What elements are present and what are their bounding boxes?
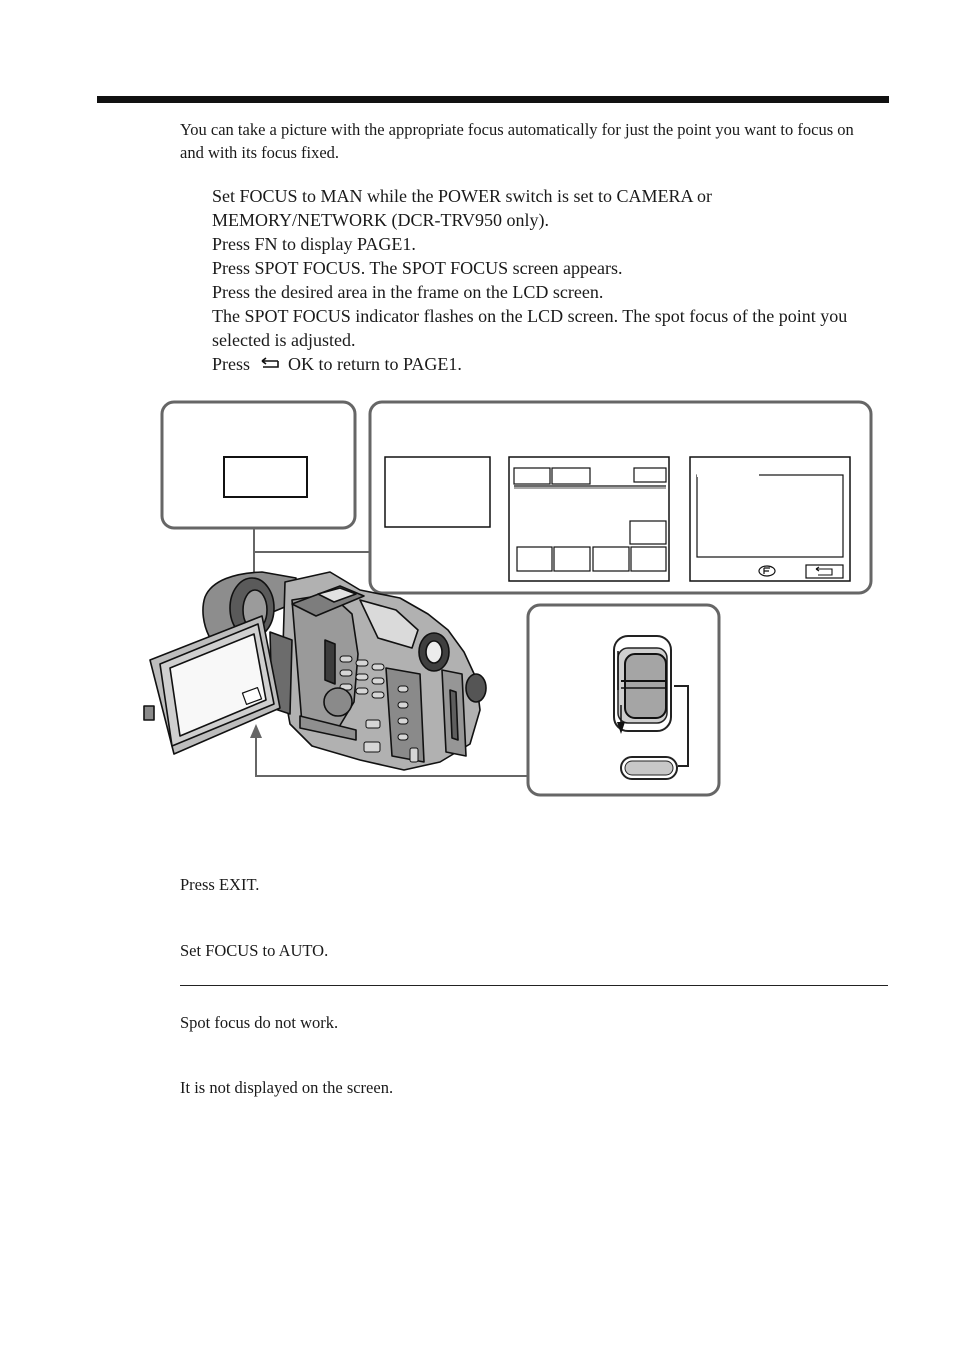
ok-return-button <box>806 565 843 578</box>
lcd-indicator-callout <box>162 402 355 528</box>
spot-focus-frame <box>697 475 843 557</box>
lcd-screen-spot-focus <box>690 457 850 581</box>
lcd-screens-callout <box>370 402 871 593</box>
intro-paragraph: You can take a picture with the appropriate focus automatically for just the point you want to focus on and with its focus fixed. <box>180 120 854 162</box>
focus-push-button <box>625 761 673 775</box>
step-4: Press the desired area in the frame on the LCD screen. <box>212 282 604 302</box>
spot-focus-indicator-frame <box>224 457 307 497</box>
cancel-instruction: Press EXIT. <box>180 875 260 894</box>
step-6-before: Press <box>212 354 251 374</box>
spot-focus-button <box>593 547 629 571</box>
step-5: The SPOT FOCUS indicator flashes on the LCD screen. The spot focus of the point you selected is adjusted. <box>212 306 848 350</box>
procedure-steps <box>212 184 882 376</box>
lcd-indicator-spot <box>242 688 261 705</box>
exit-button <box>634 468 666 482</box>
page1-function-button <box>517 547 552 571</box>
pointer-arrowhead <box>250 724 262 738</box>
notes-divider <box>180 985 888 986</box>
step-6-after: OK to return to PAGE1. <box>288 354 462 374</box>
auto-focus-instruction: Set FOCUS to AUTO. <box>180 941 329 960</box>
page2-tab <box>552 468 590 484</box>
note-2: It is not displayed on the screen. <box>180 1078 394 1097</box>
section-header-bar <box>97 96 889 103</box>
focus-switch-callout <box>528 605 719 795</box>
page1-function-button <box>631 547 666 571</box>
page1-function-button <box>554 547 590 571</box>
focus-slider-knob <box>625 654 666 718</box>
step-3: Press SPOT FOCUS. The SPOT FOCUS screen appears. <box>212 258 623 278</box>
lcd-screen-page1 <box>509 457 669 581</box>
return-arrow-icon <box>259 357 281 371</box>
f-button-icon <box>759 566 775 576</box>
spot-focus-frame-gap <box>697 474 759 477</box>
page-scroll-button <box>630 521 666 544</box>
step-2: Press FN to display PAGE1. <box>212 234 416 254</box>
step-6 <box>212 352 882 376</box>
camcorder-illustration <box>144 572 486 770</box>
lcd-screen-normal <box>385 457 490 527</box>
page1-tab <box>514 468 550 484</box>
step-1: Set FOCUS to MAN while the POWER switch is set to CAMERA or MEMORY/NETWORK (DCR-TRV950 only). <box>212 186 713 230</box>
return-arrow-icon <box>816 567 832 575</box>
callout-connectors <box>254 528 528 776</box>
note-1: Spot focus do not work. <box>180 1013 339 1032</box>
